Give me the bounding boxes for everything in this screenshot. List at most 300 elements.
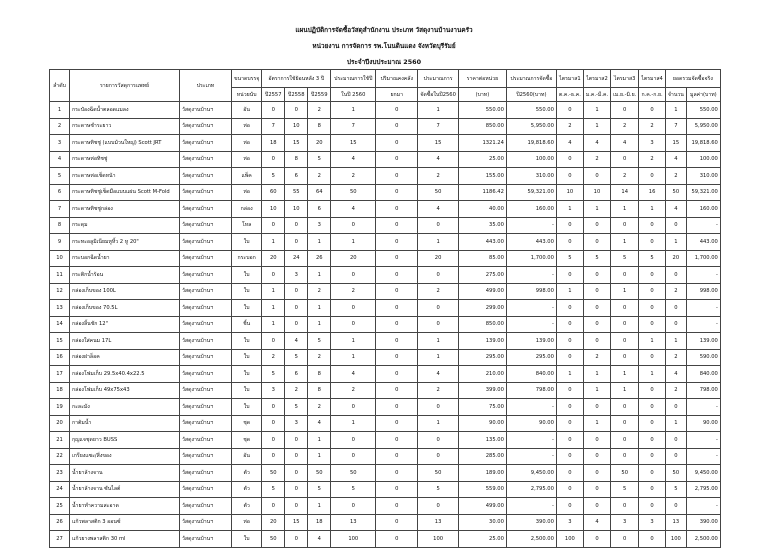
- table-cell: 1186.42: [458, 184, 506, 201]
- table-cell: 0: [376, 267, 418, 284]
- table-cell: 25: [50, 498, 70, 515]
- table-cell: 5: [665, 481, 686, 498]
- table-cell: 0: [376, 333, 418, 350]
- table-cell: 1,700.00: [506, 250, 556, 267]
- table-cell: 16: [639, 184, 666, 201]
- table-cell: 1: [611, 201, 639, 218]
- table-cell: 50: [611, 465, 639, 482]
- header-item: รายการวัสดุการแพทย์: [70, 70, 180, 102]
- header-q3: ไตรมาส3: [611, 70, 639, 88]
- table-cell: 1: [262, 316, 285, 333]
- table-cell: 0: [376, 316, 418, 333]
- table-cell: 0: [583, 168, 610, 185]
- table-cell: 0: [556, 300, 583, 317]
- table-cell: วัสดุงานบ้านฯ: [180, 135, 232, 152]
- table-cell: 0: [376, 151, 418, 168]
- table-cell: 210.00: [458, 366, 506, 383]
- table-cell: 20: [50, 415, 70, 432]
- table-cell: 1: [611, 382, 639, 399]
- table-cell: 26: [308, 250, 331, 267]
- table-cell: 0: [376, 118, 418, 135]
- table-cell: 443.00: [686, 234, 720, 251]
- table-cell: 0: [639, 349, 666, 366]
- table-cell: 390.00: [686, 514, 720, 531]
- table-cell: 1: [665, 333, 686, 350]
- table-cell: 90.00: [458, 415, 506, 432]
- table-cell: 139.00: [686, 333, 720, 350]
- table-cell: 3: [262, 382, 285, 399]
- table-row: [50, 465, 721, 482]
- subheader-2559: ปี2559: [308, 88, 331, 102]
- table-cell: 0: [556, 168, 583, 185]
- table-cell: 0: [376, 415, 418, 432]
- table-cell: 0: [556, 399, 583, 416]
- table-row: [50, 333, 721, 350]
- table-cell: 0: [418, 217, 459, 234]
- table-cell: 30.00: [458, 514, 506, 531]
- table-cell: 1: [308, 448, 331, 465]
- table-cell: 15: [285, 514, 308, 531]
- table-cell: 13: [418, 514, 459, 531]
- table-cell: วัสดุงานบ้านฯ: [180, 151, 232, 168]
- table-cell: ตัว: [232, 465, 262, 482]
- table-cell: 0: [418, 316, 459, 333]
- table-cell: กล่อง: [232, 201, 262, 218]
- procurement-table: [49, 69, 721, 548]
- table-cell: 2: [583, 349, 610, 366]
- table-cell: 1: [583, 382, 610, 399]
- table-cell: 1: [556, 283, 583, 300]
- table-cell: 6: [285, 168, 308, 185]
- table-cell: 0: [639, 465, 666, 482]
- table-cell: 6: [285, 366, 308, 383]
- table-cell: 10: [262, 201, 285, 218]
- table-cell: วัสดุงานบ้านฯ: [180, 349, 232, 366]
- table-cell: 559.00: [458, 481, 506, 498]
- table-cell: 0: [583, 267, 610, 284]
- table-cell: 1: [665, 415, 686, 432]
- table-cell: เกรียงแซะ/สิ่งของ: [70, 448, 180, 465]
- table-cell: 5: [285, 349, 308, 366]
- table-cell: 75.00: [458, 399, 506, 416]
- table-cell: 0: [556, 382, 583, 399]
- table-cell: 0: [665, 316, 686, 333]
- table-cell: โหล: [232, 217, 262, 234]
- table-cell: 0: [376, 432, 418, 449]
- table-cell: 90.00: [506, 415, 556, 432]
- table-cell: 2: [639, 151, 666, 168]
- table-cell: ชุด: [232, 432, 262, 449]
- table-cell: 4: [50, 151, 70, 168]
- table-cell: 0: [376, 465, 418, 482]
- table-cell: ตัว: [232, 498, 262, 515]
- table-cell: -: [506, 448, 556, 465]
- table-cell: ใบ: [232, 234, 262, 251]
- table-cell: ตัว: [232, 481, 262, 498]
- table-cell: -: [506, 217, 556, 234]
- table-cell: 295.00: [506, 349, 556, 366]
- table-cell: วัสดุงานบ้านฯ: [180, 283, 232, 300]
- subheader-unit: หน่วยนับ: [232, 88, 262, 102]
- table-cell: 160.00: [506, 201, 556, 218]
- table-cell: ห่อ: [232, 184, 262, 201]
- table-cell: 0: [639, 448, 666, 465]
- table-cell: 1: [611, 283, 639, 300]
- subheader-qty: จำนวน: [665, 88, 686, 102]
- table-cell: วัสดุงานบ้านฯ: [180, 168, 232, 185]
- table-cell: 0: [556, 267, 583, 284]
- table-cell: 17: [50, 366, 70, 383]
- table-cell: -: [686, 399, 720, 416]
- header-total-buy: ยอดรวมจัดซื้อจริง: [665, 70, 720, 88]
- table-cell: 50: [418, 465, 459, 482]
- table-cell: 3: [285, 267, 308, 284]
- table-cell: 390.00: [506, 514, 556, 531]
- table-cell: 0: [639, 316, 666, 333]
- table-cell: 1: [418, 102, 459, 119]
- table-cell: 0: [583, 300, 610, 317]
- table-cell: 2: [331, 283, 376, 300]
- table-cell: กุญแจชุดยาว BUSS: [70, 432, 180, 449]
- table-cell: 19: [50, 399, 70, 416]
- table-cell: 0: [556, 415, 583, 432]
- table-cell: 0: [262, 217, 285, 234]
- table-cell: วัสดุงานบ้านฯ: [180, 102, 232, 119]
- table-cell: 5,950.00: [686, 118, 720, 135]
- table-cell: ใบ: [232, 283, 262, 300]
- table-cell: 1: [331, 349, 376, 366]
- table-cell: 0: [583, 234, 610, 251]
- table-cell: ใบ: [232, 399, 262, 416]
- table-cell: 2: [308, 168, 331, 185]
- table-cell: 4: [583, 135, 610, 152]
- table-cell: 0: [331, 498, 376, 515]
- table-cell: 3: [611, 514, 639, 531]
- table-cell: 0: [556, 465, 583, 482]
- table-cell: 4: [308, 531, 331, 548]
- table-cell: 2: [665, 283, 686, 300]
- table-cell: 0: [376, 382, 418, 399]
- table-cell: 0: [639, 498, 666, 515]
- table-cell: 0: [376, 168, 418, 185]
- table-cell: 59,321.00: [686, 184, 720, 201]
- table-cell: กระดาษห่อทิชชู่: [70, 151, 180, 168]
- table-row: [50, 102, 721, 119]
- table-cell: 998.00: [686, 283, 720, 300]
- table-cell: 299.00: [458, 300, 506, 317]
- table-cell: 0: [665, 267, 686, 284]
- table-cell: ห่อ: [232, 135, 262, 152]
- table-cell: 0: [639, 481, 666, 498]
- table-cell: 1: [331, 234, 376, 251]
- table-cell: วัสดุงานบ้านฯ: [180, 300, 232, 317]
- table-cell: 5: [418, 481, 459, 498]
- table-cell: 0: [376, 135, 418, 152]
- table-row: [50, 432, 721, 449]
- table-cell: น้ำยาล้างจาน ซันไลต์: [70, 481, 180, 498]
- table-cell: 2: [611, 168, 639, 185]
- table-cell: 0: [376, 300, 418, 317]
- table-cell: 0: [665, 448, 686, 465]
- table-cell: วัสดุงานบ้านฯ: [180, 234, 232, 251]
- table-cell: ชิ้น: [232, 316, 262, 333]
- table-cell: 499.00: [458, 498, 506, 515]
- table-cell: 850.00: [458, 118, 506, 135]
- table-cell: 7: [418, 118, 459, 135]
- table-cell: 0: [262, 267, 285, 284]
- table-cell: กระทะอลูมิเนียมหูหิ้ว 2 หู 20": [70, 234, 180, 251]
- table-cell: 0: [611, 498, 639, 515]
- table-cell: 100: [556, 531, 583, 548]
- table-cell: 5: [583, 250, 610, 267]
- table-cell: 50: [331, 184, 376, 201]
- table-cell: 0: [611, 432, 639, 449]
- table-cell: กล่องลิ้นชัก 12": [70, 316, 180, 333]
- table-cell: 0: [611, 151, 639, 168]
- table-cell: 1: [418, 349, 459, 366]
- table-cell: 2: [308, 399, 331, 416]
- table-cell: 2,795.00: [506, 481, 556, 498]
- table-cell: 5: [308, 333, 331, 350]
- table-cell: 0: [285, 432, 308, 449]
- table-cell: 5: [50, 168, 70, 185]
- subheader-est-year: ในปี 2560: [331, 88, 376, 102]
- subheader-2557: ปี2557: [262, 88, 285, 102]
- table-cell: 1: [583, 102, 610, 119]
- table-cell: 0: [665, 399, 686, 416]
- table-cell: วัสดุงานบ้านฯ: [180, 531, 232, 548]
- table-cell: 0: [611, 267, 639, 284]
- table-cell: 2: [331, 382, 376, 399]
- table-cell: 60: [262, 184, 285, 201]
- table-cell: 0: [583, 465, 610, 482]
- table-cell: 840.00: [506, 366, 556, 383]
- table-cell: 0: [639, 217, 666, 234]
- table-cell: 0: [639, 382, 666, 399]
- table-cell: 0: [262, 151, 285, 168]
- table-cell: 5: [262, 481, 285, 498]
- table-cell: 0: [583, 498, 610, 515]
- table-cell: กล่องฝาล็อค: [70, 349, 180, 366]
- table-cell: 0: [639, 234, 666, 251]
- table-cell: 5: [262, 168, 285, 185]
- table-cell: 0: [418, 399, 459, 416]
- subheader-value: มูลค่า(บาท): [686, 88, 720, 102]
- table-cell: 25.00: [458, 151, 506, 168]
- table-cell: 20: [331, 250, 376, 267]
- table-cell: 139.00: [458, 333, 506, 350]
- table-cell: 0: [611, 217, 639, 234]
- table-cell: 0: [665, 432, 686, 449]
- table-cell: 0: [583, 432, 610, 449]
- table-cell: 0: [665, 217, 686, 234]
- table-cell: 0: [611, 415, 639, 432]
- table-cell: -: [686, 267, 720, 284]
- table-cell: กะละมัง: [70, 399, 180, 416]
- table-cell: 0: [665, 300, 686, 317]
- table-cell: 2,500.00: [506, 531, 556, 548]
- table-cell: 998.00: [506, 283, 556, 300]
- table-cell: 2: [583, 151, 610, 168]
- table-cell: 2: [331, 168, 376, 185]
- table-cell: -: [506, 399, 556, 416]
- table-cell: 0: [556, 448, 583, 465]
- table-cell: 6: [308, 201, 331, 218]
- table-cell: -: [506, 432, 556, 449]
- table-cell: 21: [50, 432, 70, 449]
- table-cell: 10: [556, 184, 583, 201]
- table-cell: -: [686, 498, 720, 515]
- table-cell: 840.00: [686, 366, 720, 383]
- table-cell: 5: [308, 481, 331, 498]
- table-cell: 35.00: [458, 217, 506, 234]
- table-cell: 14: [611, 184, 639, 201]
- table-cell: 2: [308, 102, 331, 119]
- table-cell: วัสดุงานบ้านฯ: [180, 382, 232, 399]
- table-cell: 100.00: [506, 151, 556, 168]
- table-cell: 4: [665, 201, 686, 218]
- table-cell: 2: [285, 382, 308, 399]
- table-cell: 50: [331, 465, 376, 482]
- table-row: [50, 349, 721, 366]
- table-cell: -: [506, 267, 556, 284]
- table-cell: 0: [611, 333, 639, 350]
- table-row: [50, 382, 721, 399]
- table-cell: 399.00: [458, 382, 506, 399]
- header-unit-price: ราคาต่อหน่วย: [458, 70, 506, 88]
- table-cell: วัสดุงานบ้านฯ: [180, 448, 232, 465]
- table-cell: 1: [639, 366, 666, 383]
- table-cell: อัน: [232, 448, 262, 465]
- table-cell: -: [506, 300, 556, 317]
- table-cell: 0: [583, 531, 610, 548]
- table-cell: 443.00: [458, 234, 506, 251]
- table-cell: 14: [50, 316, 70, 333]
- table-cell: 2: [418, 283, 459, 300]
- table-cell: 4: [331, 366, 376, 383]
- table-cell: 1: [639, 333, 666, 350]
- table-cell: 0: [285, 234, 308, 251]
- table-cell: 24: [50, 481, 70, 498]
- table-cell: ใบ: [232, 300, 262, 317]
- table-cell: 4: [308, 415, 331, 432]
- table-cell: 5: [556, 250, 583, 267]
- table-cell: 0: [376, 498, 418, 515]
- table-cell: 0: [376, 349, 418, 366]
- table-cell: 64: [308, 184, 331, 201]
- table-cell: 15: [50, 333, 70, 350]
- table-cell: 15: [285, 135, 308, 152]
- table-cell: 0: [418, 267, 459, 284]
- table-cell: วัสดุงานบ้านฯ: [180, 498, 232, 515]
- table-cell: -: [506, 498, 556, 515]
- table-cell: 19,818.60: [686, 135, 720, 152]
- table-cell: 0: [285, 448, 308, 465]
- table-cell: วัสดุงานบ้านฯ: [180, 514, 232, 531]
- header-stock: ปริมาณคงคลัง: [376, 70, 418, 88]
- table-cell: 50: [262, 465, 285, 482]
- table-cell: วัสดุงานบ้านฯ: [180, 432, 232, 449]
- table-cell: 3: [639, 135, 666, 152]
- table-cell: 0: [331, 432, 376, 449]
- table-cell: 55: [285, 184, 308, 201]
- table-cell: 27: [50, 531, 70, 548]
- table-cell: 50: [418, 184, 459, 201]
- table-cell: 2,500.00: [686, 531, 720, 548]
- table-cell: อัน: [232, 102, 262, 119]
- table-cell: 1321.24: [458, 135, 506, 152]
- table-row: [50, 448, 721, 465]
- table-row: [50, 415, 721, 432]
- table-cell: -: [686, 448, 720, 465]
- table-cell: 0: [262, 399, 285, 416]
- table-cell: 7: [262, 118, 285, 135]
- table-cell: 22: [50, 448, 70, 465]
- table-cell: กระบอก: [232, 250, 262, 267]
- table-cell: กระดาษห่อเช็ดหน้า: [70, 168, 180, 185]
- header-no: ลำดับ: [50, 70, 70, 102]
- table-row: [50, 118, 721, 135]
- table-cell: วัสดุงานบ้านฯ: [180, 217, 232, 234]
- table-cell: 0: [639, 432, 666, 449]
- table-cell: 2: [556, 118, 583, 135]
- table-cell: 20: [665, 250, 686, 267]
- table-cell: 13: [50, 300, 70, 317]
- table-cell: 1: [262, 234, 285, 251]
- table-cell: 7: [50, 201, 70, 218]
- subheader-baht: (บาท): [458, 88, 506, 102]
- table-cell: 1: [262, 283, 285, 300]
- table-cell: 20: [262, 250, 285, 267]
- table-cell: 15: [665, 135, 686, 152]
- table-cell: 3: [556, 514, 583, 531]
- table-cell: กระดาษชำระยาว: [70, 118, 180, 135]
- table-cell: 1: [665, 234, 686, 251]
- table-cell: วัสดุงานบ้านฯ: [180, 481, 232, 498]
- header-unit-size: ขนาดบรรจุ: [232, 70, 262, 88]
- table-cell: วัสดุงานบ้านฯ: [180, 184, 232, 201]
- table-cell: ใบ: [232, 382, 262, 399]
- table-cell: 0: [262, 415, 285, 432]
- table-cell: 155.00: [458, 168, 506, 185]
- table-cell: 100: [331, 531, 376, 548]
- table-cell: 20: [262, 514, 285, 531]
- table-cell: 0: [556, 316, 583, 333]
- table-cell: 24: [285, 250, 308, 267]
- table-cell: 1: [665, 102, 686, 119]
- table-cell: 85.00: [458, 250, 506, 267]
- table-cell: ใบ: [232, 267, 262, 284]
- table-cell: วัสดุงานบ้านฯ: [180, 399, 232, 416]
- table-cell: 590.00: [686, 349, 720, 366]
- table-row: [50, 234, 721, 251]
- table-row: [50, 135, 721, 152]
- table-cell: 0: [376, 102, 418, 119]
- table-cell: 5: [611, 481, 639, 498]
- table-cell: 1: [331, 102, 376, 119]
- table-cell: 798.00: [506, 382, 556, 399]
- table-cell: 0: [376, 283, 418, 300]
- table-cell: 1: [308, 432, 331, 449]
- table-cell: 3: [308, 217, 331, 234]
- table-cell: 0: [376, 201, 418, 218]
- table-cell: วัสดุงานบ้านฯ: [180, 267, 232, 284]
- table-cell: 550.00: [506, 102, 556, 119]
- table-cell: 0: [611, 316, 639, 333]
- subheader-stock: ยกมา: [376, 88, 418, 102]
- table-cell: 0: [285, 316, 308, 333]
- subheader-q3: เม.ย.-มิ.ย.: [611, 88, 639, 102]
